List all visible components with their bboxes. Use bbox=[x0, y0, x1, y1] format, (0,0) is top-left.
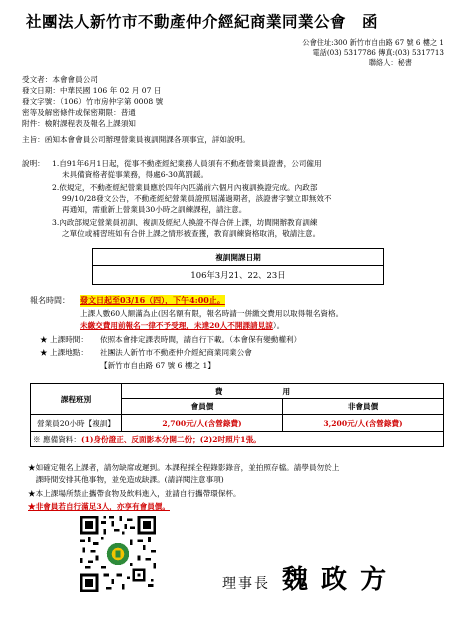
fee-header-left: 費 bbox=[214, 386, 283, 396]
class-time-value: 依照本會排定課表時間，請自行下載。（本會保有變動權利） bbox=[100, 335, 302, 344]
document-number: 發文字號：（106）竹市房仲字第 0008 號 bbox=[22, 97, 164, 106]
attachments: 附件：檢附課程表及報名上課須知 bbox=[22, 119, 136, 128]
registration-label: 報名時間： bbox=[30, 296, 70, 305]
notice-line-4: ★非會員若自行滿足3人，亦享有會員價。 bbox=[28, 502, 170, 511]
explanation-item-1-line-2: 未具備資格者從事業務，得處6-30萬罰鍰。 bbox=[62, 170, 209, 179]
explanation-label: 說明： bbox=[22, 159, 45, 168]
fee-table bbox=[30, 383, 444, 447]
required-documents-value: (1)身份證正、反面影本分開二份；(2)2吋照片1張。 bbox=[80, 434, 261, 444]
class-time-label: ★ 上課時間： bbox=[40, 335, 88, 344]
explanation-item-3-line-1: 3.內政部規定營業員初訓、複訓及經紀人換證不得合併上課，坊間開辦教育訓練 bbox=[52, 218, 318, 227]
notice-line-2: 課時間安排其他事物，並免造成缺課。(請詳閱注意事項) bbox=[28, 475, 224, 484]
required-documents-label: ※ 應備資料： bbox=[33, 434, 81, 444]
signature-name: 魏 政 方 bbox=[282, 565, 389, 595]
registration-warning: 未繳交費用前報名一律不予受理，未達20人不開課請見諒 bbox=[80, 321, 273, 330]
member-price-header: 會員價 bbox=[122, 399, 283, 415]
subject-line: 主旨：函知本會會員公司辦理營業員複訓開課各項事宜，詳如說明。 bbox=[22, 135, 250, 144]
registration-note-2-tail: ）。 bbox=[272, 321, 285, 330]
course-dates-value: 106年3月21、22、23日 bbox=[93, 266, 384, 285]
course-name: 營業員20小時【複訓】 bbox=[31, 415, 122, 432]
document-title: 社團法人新竹市不動產仲介經紀商業同業公會 函 bbox=[26, 12, 379, 31]
class-place-address: 【新竹市自由路 67 號 6 樓之 1】 bbox=[100, 361, 215, 370]
signature-role: 理事長 bbox=[222, 576, 270, 592]
required-documents-row bbox=[31, 432, 444, 447]
explanation-item-2-line-2: 99/10/28發文公告，不動產經紀營業員證照屆滿過期者，該證書字號立即無效不 bbox=[62, 194, 332, 203]
notice-line-3: ★本上課場所禁止攜帶食物及飲料進入，並請自行攜帶環保杯。 bbox=[28, 489, 241, 498]
registration-note-1: 上課人數60人額滿為止(因名額有限，報名時請一併繳交費用以取得報名資格。 bbox=[80, 309, 344, 318]
contact-address: 公會住址:300 新竹市自由路 67 號 6 樓之 1 bbox=[302, 38, 444, 47]
fee-header bbox=[122, 384, 444, 399]
security-level: 密等及解密條件或保密期限：普通 bbox=[22, 108, 136, 117]
explanation-item-2-line-3: 再通知，需重新上營業員30小時之訓練課程，請注意。 bbox=[62, 205, 247, 214]
issue-date: 發文日期：中華民國 106 年 02 月 07 日 bbox=[22, 86, 162, 95]
class-place-label: ★ 上課地點： bbox=[40, 348, 88, 357]
contact-person: 聯絡人：秘書 bbox=[368, 58, 412, 67]
course-dates-heading: 複訓開課日期 bbox=[93, 249, 384, 266]
notice-line-1: ★如確定報名上課者，請勿缺席或遲到。本課程採全程錄影錄音，並拍照存檔。請學員勿於上 bbox=[28, 463, 340, 472]
recipient: 受文者：本會會員公司 bbox=[22, 75, 98, 84]
course-header: 課程班別 bbox=[31, 384, 122, 415]
explanation-item-1-line-1: 1.自91年6月1日起，從事不動產經紀業務人員須有不動產營業員證書，公司僱用 bbox=[52, 159, 322, 168]
nonmember-price-header: 非會員價 bbox=[283, 399, 444, 415]
course-dates-table bbox=[92, 248, 384, 285]
registration-deadline: 發文日起至03/16（四），下午4:00止。 bbox=[80, 295, 225, 305]
class-place-value: 社團法人新竹市不動產仲介經紀商業同業公會 bbox=[100, 348, 252, 357]
explanation-item-2-line-1: 2.依規定，不動產經紀營業員應於四年內匹滿前六個月內複訓換證完成。內政部 bbox=[52, 183, 318, 192]
nonmember-price: 3,200元/人(含營錄費) bbox=[283, 415, 444, 432]
qr-code-icon bbox=[80, 516, 156, 592]
member-price: 2,700元/人(含營錄費) bbox=[122, 415, 283, 432]
contact-phone: 電話(03) 5317786 傳真:(03) 5317713 bbox=[312, 48, 444, 57]
fee-header-right: 用 bbox=[282, 386, 351, 396]
explanation-item-3-line-2: 之單位或補習班如有合併上課之情形被查獲，教育訓練資格取消，敬請注意。 bbox=[62, 229, 321, 238]
registration-note-2 bbox=[80, 320, 284, 332]
